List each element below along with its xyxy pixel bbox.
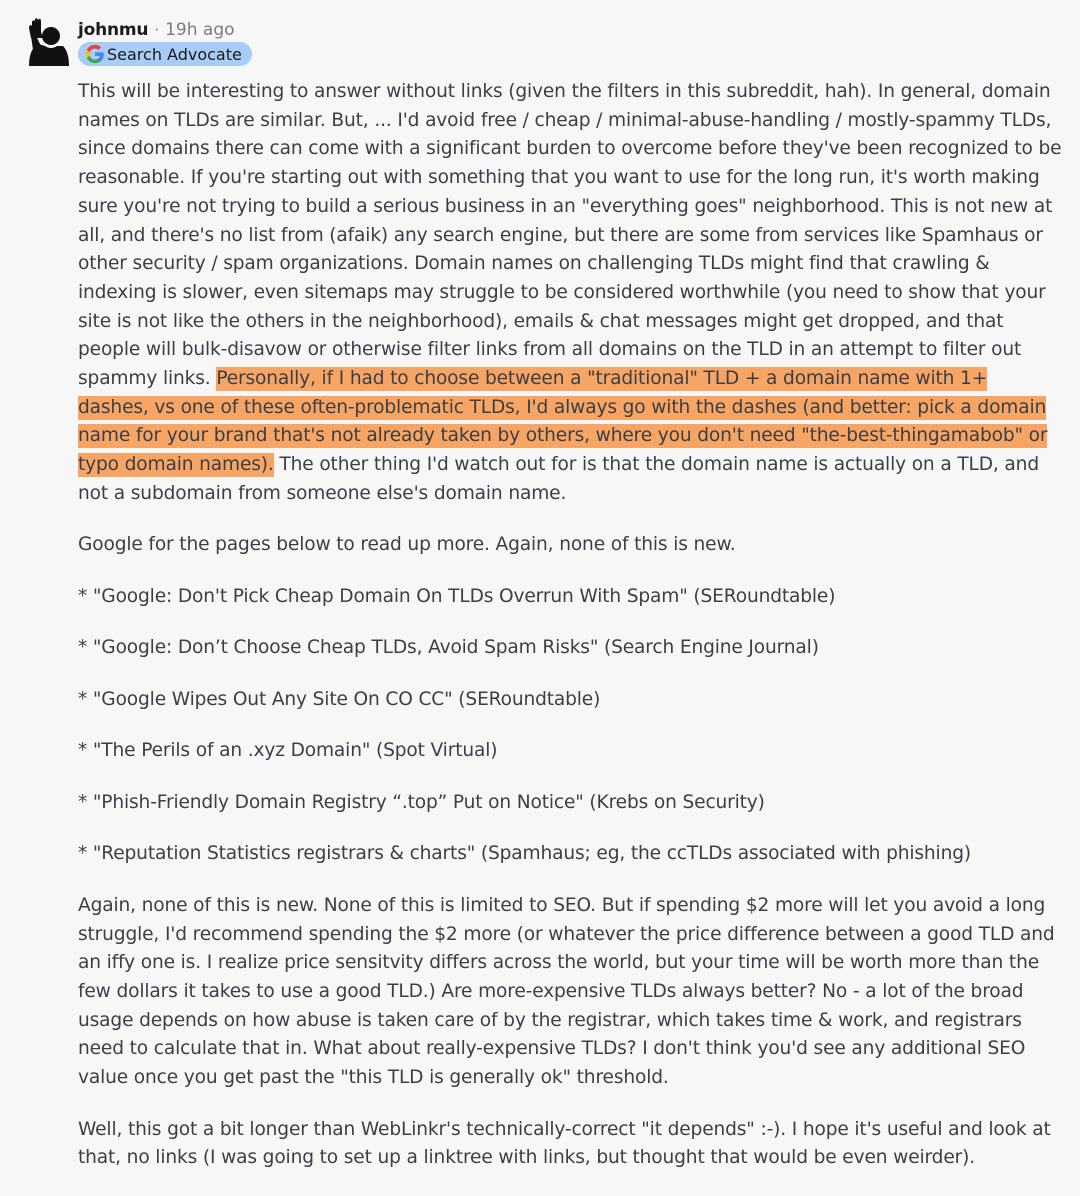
paragraph-2: Google for the pages below to read up more. Again, none of this is new.	[78, 534, 736, 556]
highlighted-passage: Personally, if I had to choose between a "traditional" TLD + a domain name with 1+ dashes, vs one of these often-problematic TLDs, I'd always go with the dashes (and better: pick a domain name for your brand that's not already taken by others, where you don't need "the-best-thingamabob" or typo domain names).	[78, 368, 1048, 476]
reference-item: * "Reputation Statistics registrars & charts" (Spamhaus; eg, the ccTLDs associated with phishing)	[78, 843, 971, 865]
user-avatar[interactable]	[23, 16, 69, 66]
reference-item: * "Google: Don’t Choose Cheap TLDs, Avoid Spam Risks" (Search Engine Journal)	[78, 637, 819, 659]
comment-header	[78, 17, 235, 43]
avatar-silhouette-icon	[23, 16, 69, 66]
comment-body	[78, 78, 1063, 1196]
paragraph-1	[78, 78, 1063, 509]
flair-label: Search Advocate	[107, 44, 242, 64]
meta-separator: ·	[154, 21, 160, 39]
paragraph-4: Well, this got a bit longer than WebLinkr's technically-correct "it depends" :-). I hope it's useful and look at that, no links (I was going to set up a linktree with links, but thought that would be even weirder).	[78, 1118, 1051, 1169]
reference-item: * "Phish-Friendly Domain Registry “.top” Put on Notice" (Krebs on Security)	[78, 791, 765, 813]
paragraph-1-text: This will be interesting to answer without links (given the filters in this subreddit, hah). In general, domain names on TLDs are similar. But, ... I'd avoid free / cheap / minimal-abuse-handling / mostly-spammy TLDs, since domains there can come with a significant burden to overcome before they've been recognized to be reasonable. If you're starting out with something that you want to use for the long run, it's worth making sure you're not trying to build a serious business in an "everything goes" neighborhood. This is not new at all, and there's no list from (afaik) any search engine, but there are some from services like Spamhaus or other security / spam organizations. Domain names on challenging TLDs might find that crawling & indexing is slower, even sitemaps may struggle to be considered worthwhile (you need to show that your site is not like the others in the neighborhood), emails & chat messages might get dropped, and that people will bulk-disavow or otherwise filter links from all domains on the TLD in an attempt to filter out spammy links.	[78, 81, 1062, 390]
timestamp[interactable]: 19h ago	[165, 20, 235, 40]
paragraph-1-tail: The other thing I'd watch out for is that the domain name is actually on a TLD, and not a subdomain from someone else's domain name.	[78, 454, 1039, 504]
reference-item: * "Google Wipes Out Any Site On CO CC" (SERoundtable)	[78, 688, 601, 710]
google-g-icon	[85, 44, 105, 64]
paragraph-3: Again, none of this is new. None of this is limited to SEO. But if spending $2 more will let you avoid a long struggle, I'd recommend spending the $2 more (or whatever the price difference between a good TLD and an iffy one is. I realize price sensitvity differs across the world, but your time will be worth more than the few dollars it takes to use a good TLD.) Are more-expensive TLDs always better? No - a lot of the broad usage depends on how abuse is taken care of by the registrar, which takes time & work, and registrars need to calculate that in. What about really-expensive TLDs? I don't think you'd see any additional SEO value once you get past the "this TLD is generally ok" threshold.	[78, 894, 1055, 1089]
reference-item: * "The Perils of an .xyz Domain" (Spot Virtual)	[78, 740, 498, 762]
reference-item: * "Google: Don't Pick Cheap Domain On TLDs Overrun With Spam" (SERoundtable)	[78, 585, 836, 607]
username-link[interactable]: johnmu	[78, 20, 149, 40]
user-flair	[78, 42, 252, 66]
